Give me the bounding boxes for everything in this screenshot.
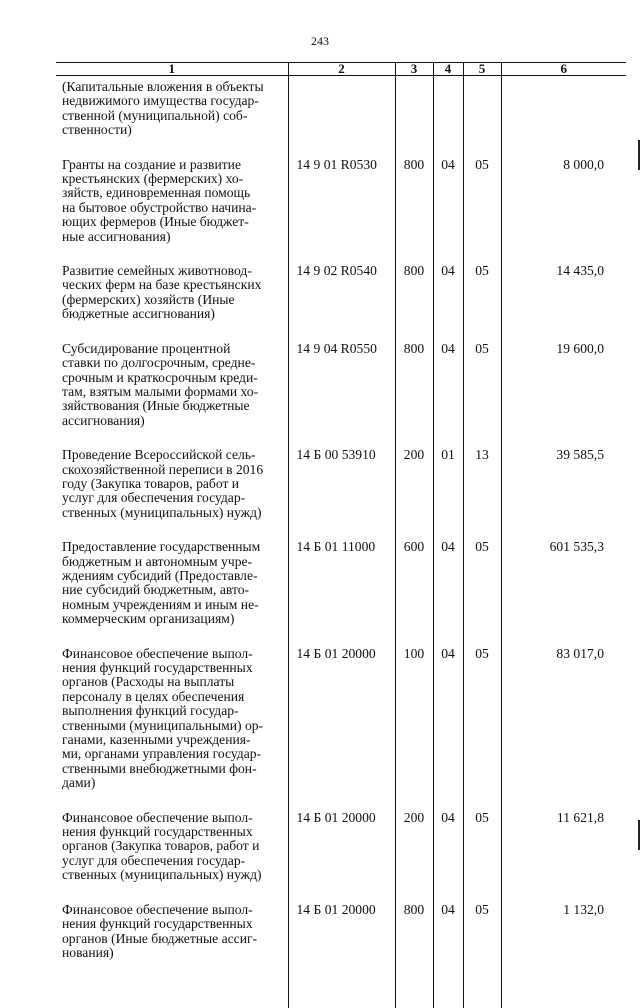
- section-cell: 04: [433, 338, 463, 444]
- table-row: [56, 444, 626, 536]
- table-row: [56, 807, 626, 899]
- header-col-3: 3: [395, 63, 433, 76]
- expense-type-cell: 100: [395, 643, 433, 807]
- header-col-1: 1: [56, 63, 288, 76]
- budget-table: [56, 62, 626, 1008]
- subsection-cell: 05: [463, 899, 501, 1008]
- amount-cell: 8 000,0: [501, 154, 626, 260]
- item-name-cell: Финансовое обеспечение выпол- нения функций государственных органов (Расходы на выплаты персоналу в целях обеспечения выполнения функций государ- ственными (муниципальными) ор- ганами, казенными учреждения- ми, органами управления государ- ственными внебюджетными фон- дами): [62, 645, 264, 791]
- subsection-cell: 05: [463, 260, 501, 338]
- page-number: 243: [311, 34, 329, 48]
- expense-type-cell: [395, 76, 433, 154]
- item-name-cell: Развитие семейных животновод- ческих ферм на базе крестьянских (фермерских) хозяйств (Иные бюджетные ассигнования): [62, 263, 262, 322]
- section-cell: [433, 76, 463, 154]
- section-cell: 04: [433, 899, 463, 1008]
- expense-type-cell: 200: [395, 807, 433, 899]
- section-cell: 04: [433, 536, 463, 642]
- amount-cell: 83 017,0: [501, 643, 626, 807]
- expense-type-cell: 800: [395, 154, 433, 260]
- section-cell: 04: [433, 154, 463, 260]
- table-row: [56, 536, 626, 642]
- table-row: [56, 643, 626, 807]
- target-code-cell: 14 9 04 R0550: [288, 338, 395, 444]
- item-name-cell: (Капитальные вложения в объекты недвижимого имущества государ- ственной (муниципальной) соб- ственности): [62, 79, 264, 138]
- item-name-cell: Предоставление государственным бюджетным и автономным учре- ждениям субсидий (Предоставле- ние субсидий бюджетным, авто- номным учреждениям и иным не- коммерческим организациям): [62, 539, 261, 627]
- table-row: [56, 154, 626, 260]
- item-name-cell: Субсидирование процентной ставки по долгосрочным, средне- срочным и краткосрочным креди- там, взятым малыми формами хо- зяйствования (Иные бюджетные ассигнования): [62, 340, 259, 428]
- expense-type-cell: 600: [395, 536, 433, 642]
- table-row: [56, 899, 626, 1008]
- section-cell: 01: [433, 444, 463, 536]
- subsection-cell: 05: [463, 154, 501, 260]
- amount-cell: 601 535,3: [501, 536, 626, 642]
- amount-cell: 11 621,8: [501, 807, 626, 899]
- section-cell: 04: [433, 807, 463, 899]
- subsection-cell: 05: [463, 807, 501, 899]
- item-name-cell: Финансовое обеспечение выпол- нения функций государственных органов (Закупка товаров, работ и услуг для обеспечения государ- ственных (муниципальных) нужд): [62, 809, 262, 883]
- expense-type-cell: 800: [395, 338, 433, 444]
- subsection-cell: 05: [463, 643, 501, 807]
- header-col-4: 4: [433, 63, 463, 76]
- table-row: [56, 260, 626, 338]
- amount-cell: 1 132,0: [501, 899, 626, 1008]
- target-code-cell: 14 Б 01 20000: [288, 899, 395, 1008]
- target-code-cell: [288, 76, 395, 154]
- header-col-2: 2: [288, 63, 395, 76]
- expense-type-cell: 800: [395, 899, 433, 1008]
- section-cell: 04: [433, 260, 463, 338]
- subsection-cell: 13: [463, 444, 501, 536]
- table-row: [56, 338, 626, 444]
- subsection-cell: [463, 76, 501, 154]
- item-name-cell: Проведение Всероссийской сель- скохозяйственной переписи в 2016 году (Закупка товаров, работ и услуг для обеспечения государ- ственных (муниципальных) нужд): [62, 447, 264, 520]
- target-code-cell: 14 9 02 R0540: [288, 260, 395, 338]
- amount-cell: 19 600,0: [501, 338, 626, 444]
- header-col-5: 5: [463, 63, 501, 76]
- header-col-6: 6: [501, 63, 626, 76]
- subsection-cell: 05: [463, 536, 501, 642]
- amount-cell: [501, 76, 626, 154]
- subsection-cell: 05: [463, 338, 501, 444]
- amount-cell: 39 585,5: [501, 444, 626, 536]
- expense-type-cell: 200: [395, 444, 433, 536]
- target-code-cell: 14 Б 00 53910: [288, 444, 395, 536]
- amount-cell: 14 435,0: [501, 260, 626, 338]
- table-row: [56, 76, 626, 154]
- target-code-cell: 14 Б 01 20000: [288, 807, 395, 899]
- section-cell: 04: [433, 643, 463, 807]
- table-header-row: [56, 63, 626, 76]
- target-code-cell: 14 Б 01 20000: [288, 643, 395, 807]
- item-name-cell: Гранты на создание и развитие крестьянских (фермерских) хо- зяйств, единовременная помощь на бытовое обустройство начина- ющих фермеров (Иные бюджет- ные ассигнования): [62, 156, 257, 244]
- target-code-cell: 14 9 01 R0530: [288, 154, 395, 260]
- target-code-cell: 14 Б 01 11000: [288, 536, 395, 642]
- item-name-cell: Финансовое обеспечение выпол- нения функций государственных органов (Иные бюджетные ассиг- нования): [62, 901, 258, 960]
- expense-type-cell: 800: [395, 260, 433, 338]
